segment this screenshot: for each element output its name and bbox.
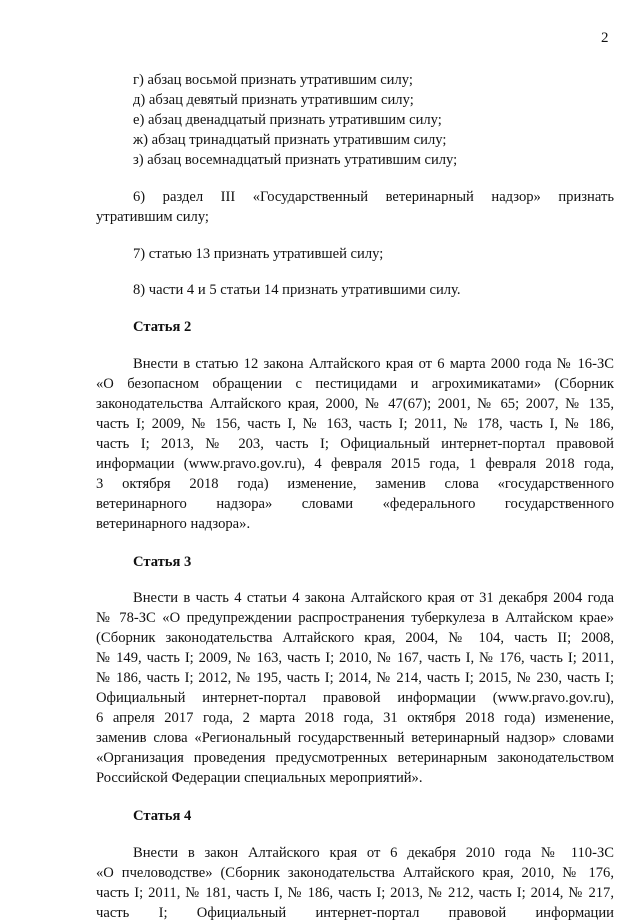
article-2-line: 3 октября 2018 года) изменение, заменив слова «государственного bbox=[96, 476, 614, 492]
article-3-line: № 186, часть I; 2012, № 195, часть I; 2014, № 214, часть I; 2015, № 230, часть I; bbox=[96, 670, 614, 686]
article-3-line: Официальный интернет-портал правовой информации (www.pravo.gov.ru), bbox=[96, 690, 614, 706]
article-2-line: ветеринарного надзора» словами «федерального государственного bbox=[96, 496, 614, 512]
item-8: 8) части 4 и 5 статьи 14 признать утратившими силу. bbox=[133, 282, 461, 298]
article-3-line: (Сборник законодательства Алтайского края, 2004, № 104, часть II; 2008, bbox=[96, 630, 614, 646]
article-4-line: «О пчеловодстве» (Сборник законодательства Алтайского края, 2010, № 176, bbox=[96, 865, 614, 881]
article-2-line: «О безопасном обращении с пестицидами и агрохимикатами» (Сборник bbox=[96, 376, 614, 392]
item-6-line-1: 6) раздел III «Государственный ветеринарный надзор» признать bbox=[133, 189, 614, 205]
article-2-line: часть I; 2013, № 203, часть I; Официальный интернет-портал правовой bbox=[96, 436, 614, 452]
article-4-line: часть I; Официальный интернет-портал правовой информации bbox=[96, 905, 614, 921]
article-4-heading: Статья 4 bbox=[133, 808, 192, 824]
article-2-heading: Статья 2 bbox=[133, 319, 192, 335]
article-3-line: № 149, часть I; 2009, № 163, часть I; 2010, № 167, часть I, № 176, часть I; 2011, bbox=[96, 650, 614, 666]
list-item-e: е) абзац двенадцатый признать утратившим силу; bbox=[133, 112, 442, 128]
list-item-d: д) абзац девятый признать утратившим силу; bbox=[133, 92, 414, 108]
item-7: 7) статью 13 признать утратившей силу; bbox=[133, 246, 384, 262]
article-2-line: информации (www.pravo.gov.ru), 4 февраля 2015 года, 1 февраля 2018 года, bbox=[96, 456, 614, 472]
article-3-line: № 78-ЗС «О предупреждении распространения туберкулеза в Алтайском крае» bbox=[96, 610, 614, 626]
article-2-line: часть I; 2009, № 156, часть I, № 163, часть I; 2011, № 178, часть I, № 186, bbox=[96, 416, 614, 432]
article-2-line: законодательства Алтайского края, 2000, № 47(67); 2001, № 65; 2007, № 135, bbox=[96, 396, 614, 412]
article-3-line: 6 апреля 2017 года, 2 марта 2018 года, 31 октября 2018 года) изменение, bbox=[96, 710, 614, 726]
article-3-line: Российской Федерации специальных мероприятий». bbox=[96, 770, 423, 786]
article-3-line: «Организация проведения предусмотренных ветеринарным законодательством bbox=[96, 750, 614, 766]
article-3-line: заменив слова «Региональный государственный ветеринарный надзор» словами bbox=[96, 730, 614, 746]
article-3-line: Внести в часть 4 статьи 4 закона Алтайского края от 31 декабря 2004 года bbox=[133, 590, 614, 606]
article-3-heading: Статья 3 bbox=[133, 554, 192, 570]
page-number: 2 bbox=[601, 30, 609, 46]
list-item-g: г) абзац восьмой признать утратившим силу; bbox=[133, 72, 413, 88]
article-4-line: часть I; 2011, № 181, часть I, № 186, часть I; 2013, № 212, часть I; 2014, № 217, bbox=[96, 885, 614, 901]
list-item-z: з) абзац восемнадцатый признать утратившим силу; bbox=[133, 152, 458, 168]
article-2-line: Внести в статью 12 закона Алтайского края от 6 марта 2000 года № 16-ЗС bbox=[133, 356, 614, 372]
list-item-zh: ж) абзац тринадцатый признать утратившим силу; bbox=[133, 132, 447, 148]
article-4-line: Внести в закон Алтайского края от 6 декабря 2010 года № 110-ЗС bbox=[133, 845, 614, 861]
article-2-line: ветеринарного надзора». bbox=[96, 516, 251, 532]
item-6-line-2: утратившим силу; bbox=[96, 209, 209, 225]
